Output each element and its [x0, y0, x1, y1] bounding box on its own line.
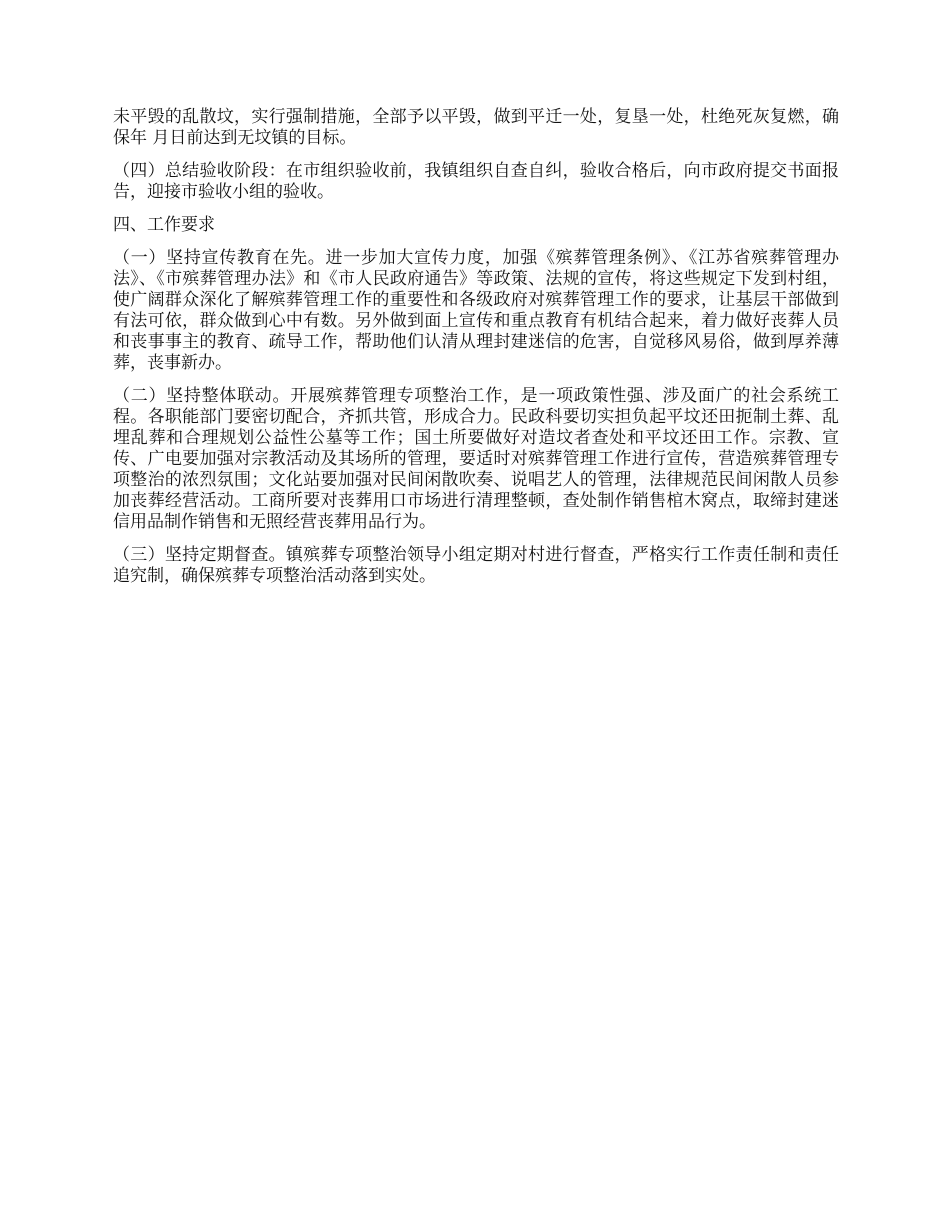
document-body: [113, 107, 839, 599]
paragraph-requirement-three: （三）坚持定期督查。镇殡葬专项整治领导小组定期对村进行督查，严格实行工作责任制和责任追究制，确保殡葬专项整治活动落到实处。: [113, 545, 839, 586]
paragraph-stage-four: （四）总结验收阶段：在市组织验收前，我镇组织自查自纠，验收合格后，向市政府提交书面报告，迎接市验收小组的验收。: [113, 161, 839, 202]
paragraph-requirement-two: （二）坚持整体联动。开展殡葬管理专项整治工作，是一项政策性强、涉及面广的社会系统工程。各职能部门要密切配合，齐抓共管，形成合力。民政科要切实担负起平坟还田扼制土葬、乱埋乱葬和合理规划公益性公墓等工作；国土所要做好对造坟者查处和平坟还田工作。宗教、宣传、广电要加强对宗教活动及其场所的管理，要适时对殡葬管理工作进行宣传，营造殡葬管理专项整治的浓烈氛围；文化站要加强对民间闲散吹奏、说唱艺人的管理，法律规范民间闲散人员参加丧葬经营活动。工商所要对丧葬用口市场进行清理整顿，查处制作销售棺木窝点，取缔封建迷信用品制作销售和无照经营丧葬用品行为。: [113, 386, 839, 532]
paragraph-continuation: 未平毁的乱散坟，实行强制措施，全部予以平毁，做到平迁一处，复垦一处，杜绝死灰复燃，确保年 月日前达到无坟镇的目标。: [113, 107, 839, 148]
paragraph-requirement-one: （一）坚持宣传教育在先。进一步加大宣传力度，加强《殡葬管理条例》、《江苏省殡葬管理办法》、《市殡葬管理办法》和《市人民政府通告》等政策、法规的宣传，将这些规定下发到村组，使广阔群众深化了解殡葬管理工作的重要性和各级政府对殡葬管理工作的要求，让基层干部做到有法可依，群众做到心中有数。另外做到面上宣传和重点教育有机结合起来，着力做好丧葬人员和丧事事主的教育、疏导工作，帮助他们认清从理封建迷信的危害，自觉移风易俗，做到厚养薄葬，丧事新办。: [113, 248, 839, 373]
section-heading-work-requirements: 四、工作要求: [113, 215, 215, 235]
